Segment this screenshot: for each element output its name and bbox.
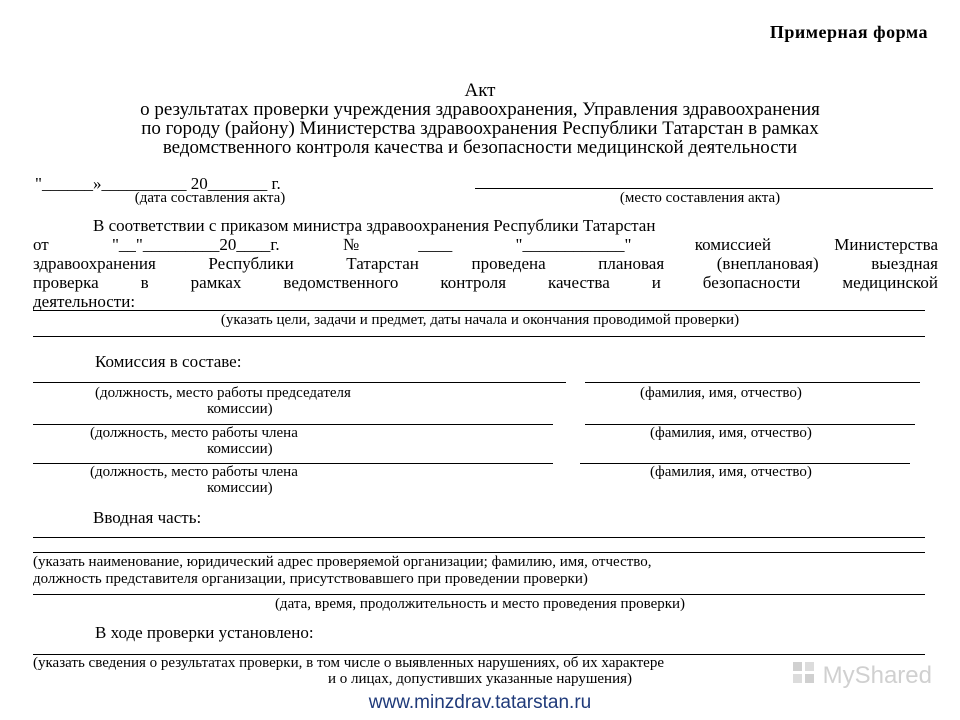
chair-caption: комиссии) [207,401,273,417]
datetime-caption: (дата, время, продолжительность и место проведения проверки) [274,596,686,612]
intro-part-blank [33,552,925,553]
watermark-logo-icon [791,660,817,693]
place-caption: (место составления акта) [619,190,781,206]
findings-heading: В ходе проверки установлено: [95,623,314,642]
intro-paragraph: проверка в рамках ведомственного контроля качества и безопасности медицинской [33,273,938,292]
purpose-blank [33,336,925,337]
intro-paragraph: от "__"_________20____г. №____ "____________" комиссией Министерства [33,235,938,254]
act-title-line: о результатах проверки учреждения здравоохранения, Управления здравоохранения [140,99,820,120]
chair-caption: (должность, место работы председателя [95,385,351,401]
watermark-text: MyShared [822,661,932,689]
org-caption: (указать наименование, юридический адрес проверяемой организации; фамилию, имя, отчество, [33,554,652,570]
member-caption: (должность, место работы члена [90,425,298,441]
act-title-line: ведомственного контроля качества и безопасности медицинской деятельности [162,137,798,158]
chair-fio-blank [585,382,920,383]
footer-url[interactable]: www.minzdrav.tatarstan.ru [368,692,592,713]
fio-caption: (фамилия, имя, отчество) [650,464,812,480]
chair-position-blank [33,382,566,383]
intro-paragraph: деятельности: [33,292,136,311]
act-title-line: по городу (району) Министерства здравоохранения Республики Татарстан в рамках [141,118,819,139]
fio-caption: (фамилия, имя, отчество) [650,425,812,441]
datetime-blank [33,594,925,595]
intro-paragraph: В соответствии с приказом министра здравоохранения Республики Татарстан [93,216,656,235]
member-caption: комиссии) [207,480,273,496]
act-title: Акт [464,80,496,101]
intro-paragraph: здравоохранения Республики Татарстан проведена плановая (внеплановая) выездная [33,254,938,273]
findings-caption: и о лицах, допустивших указанные нарушения) [327,671,633,687]
date-line: "______»__________ 20_______ г. [35,174,281,193]
purpose-caption: (указать цели, задачи и предмет, даты начала и окончания проводимой проверки) [220,312,740,328]
intro-part-heading: Вводная часть: [93,508,202,527]
intro-part-blank [33,537,925,538]
form-label: Примерная форма [769,22,928,42]
member-caption: (должность, место работы члена [90,464,298,480]
date-caption: (дата составления акта) [134,190,286,206]
purpose-blank [33,310,925,311]
commission-heading: Комиссия в составе: [95,352,242,371]
org-caption: должность представителя организации, присутствовавшего при проведении проверки) [33,571,588,587]
fio-caption: (фамилия, имя, отчество) [640,385,802,401]
place-blank [475,188,933,189]
member-caption: комиссии) [207,441,273,457]
watermark [791,660,932,693]
findings-caption: (указать сведения о результатах проверки, в том числе о выявленных нарушениях, об их характере [33,655,664,671]
